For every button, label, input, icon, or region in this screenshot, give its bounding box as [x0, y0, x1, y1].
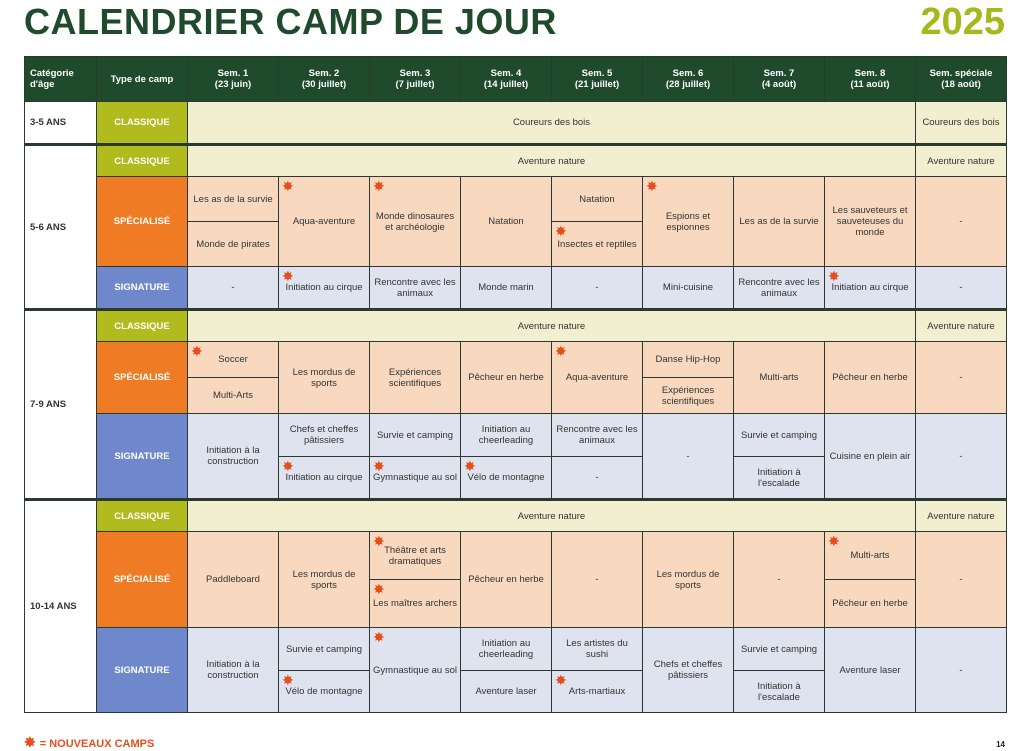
week-date: (7 juillet) — [395, 79, 435, 90]
row-5-6-specialise-a — [25, 177, 1007, 222]
new-camp-star-icon: ✸ — [282, 268, 294, 284]
new-camp-star-icon: ✸ — [373, 458, 385, 474]
camp-name: Aqua-aventure — [292, 216, 356, 227]
camp-cell: Aventure nature — [188, 145, 916, 177]
header-week-2 — [279, 57, 370, 102]
new-camp-star-icon: ✸ — [828, 533, 840, 549]
camp-cell: Les sauveteurs et sauveteuses du monde — [825, 177, 916, 267]
new-camp-star-icon: ✸ — [373, 533, 385, 549]
camp-cell: - — [734, 532, 825, 628]
camp-cell: - — [916, 267, 1007, 310]
type-classique: CLASSIQUE — [97, 310, 188, 342]
camp-cell — [279, 457, 370, 500]
year-label: 2025 — [920, 1, 1005, 43]
camp-cell: Mini-cuisine — [643, 267, 734, 310]
camp-cell — [825, 532, 916, 580]
week-date: (4 août) — [761, 79, 797, 90]
camp-name: Arts-martiaux — [568, 686, 626, 697]
new-camp-star-icon: ✸ — [191, 343, 203, 359]
camp-name: Aqua-aventure — [565, 372, 629, 383]
camp-cell: Les artistes du sushi — [552, 628, 643, 671]
header-week-6 — [643, 57, 734, 102]
camp-cell: - — [916, 628, 1007, 713]
week-date: (21 juillet) — [574, 79, 620, 90]
age-3-5: 3-5 ANS — [25, 102, 97, 145]
type-specialise: SPÉCIALISÉ — [97, 532, 188, 628]
camp-name: Espions et espionnes — [665, 210, 711, 233]
camp-cell — [370, 457, 461, 500]
camp-cell: Rencontre avec les animaux — [734, 267, 825, 310]
camp-cell: - — [916, 177, 1007, 267]
new-camp-star-icon: ✸ — [24, 734, 36, 750]
week-date: (14 juillet) — [483, 79, 529, 90]
camp-cell: Rencontre avec les animaux — [552, 414, 643, 457]
camp-cell: Initiation au cheerleading — [461, 628, 552, 671]
camp-cell: Les as de la survie — [734, 177, 825, 267]
age-5-6: 5-6 ANS — [25, 145, 97, 310]
camp-cell: Rencontre avec les animaux — [370, 267, 461, 310]
new-camp-star-icon: ✸ — [828, 268, 840, 284]
camp-cell: - — [552, 457, 643, 500]
week-name: Sem. 7 — [763, 68, 795, 79]
week-date: (30 juillet) — [301, 79, 347, 90]
new-camp-star-icon: ✸ — [282, 458, 294, 474]
camp-cell: Initiation à la construction — [188, 628, 279, 713]
camp-cell: Initiation à la construction — [188, 414, 279, 500]
camp-cell — [552, 222, 643, 267]
camp-cell: Multi-Arts — [188, 378, 279, 414]
camp-cell: Chefs et cheffes pâtissiers — [643, 628, 734, 713]
header-week-1 — [188, 57, 279, 102]
camp-cell: Survie et camping — [734, 628, 825, 671]
camp-cell: Pêcheur en herbe — [825, 580, 916, 628]
camp-name: Initiation au cirque — [831, 282, 909, 293]
type-specialise: SPÉCIALISÉ — [97, 177, 188, 267]
camp-cell: Aventure nature — [188, 500, 916, 532]
new-camp-star-icon: ✸ — [282, 178, 294, 194]
camp-name: Multi-arts — [850, 550, 890, 561]
camp-cell: Pêcheur en herbe — [461, 342, 552, 414]
camp-cell: - — [188, 267, 279, 310]
camp-cell: - — [916, 532, 1007, 628]
legend-text: = NOUVEAUX CAMPS — [39, 738, 155, 750]
camp-name: Insectes et reptiles — [557, 238, 637, 250]
type-classique: CLASSIQUE — [97, 145, 188, 177]
camp-cell: - — [916, 414, 1007, 500]
camp-cell: Survie et camping — [279, 628, 370, 671]
type-signature: SIGNATURE — [97, 414, 188, 500]
camp-cell: - — [552, 267, 643, 310]
new-camp-star-icon: ✸ — [555, 343, 567, 359]
row-10-14-specialise-a — [25, 532, 1007, 580]
header-week-4 — [461, 57, 552, 102]
camp-cell: Les mordus de sports — [279, 532, 370, 628]
camp-cell — [825, 267, 916, 310]
row-7-9-classique — [25, 310, 1007, 342]
camp-cell: Coureurs des bois — [188, 102, 916, 145]
camp-name: Les maîtres archers — [373, 598, 457, 609]
new-camp-star-icon: ✸ — [646, 178, 658, 194]
camp-cell: Paddleboard — [188, 532, 279, 628]
camp-name: Gymnastique au sol — [373, 664, 457, 676]
new-camp-star-icon: ✸ — [373, 178, 385, 194]
week-date: (18 août) — [941, 79, 981, 90]
camp-cell: Aventure nature — [916, 145, 1007, 177]
page-number: 14 — [996, 740, 1005, 749]
type-classique: CLASSIQUE — [97, 102, 188, 145]
new-camp-star-icon: ✸ — [373, 581, 385, 597]
week-name: Sem. 6 — [672, 68, 704, 79]
camp-cell: Aventure nature — [916, 500, 1007, 532]
age-10-14: 10-14 ANS — [25, 500, 97, 713]
camp-cell — [279, 177, 370, 267]
camp-cell — [279, 671, 370, 713]
camp-cell — [370, 177, 461, 267]
header-week-7 — [734, 57, 825, 102]
camp-cell: Initiation au cheerleading — [461, 414, 552, 457]
header-week-special — [916, 57, 1007, 102]
camp-cell: Initiation à l'escalade — [734, 457, 825, 500]
row-3-5-classique — [25, 102, 1007, 145]
week-name: Sem. 3 — [399, 68, 431, 79]
type-signature: SIGNATURE — [97, 267, 188, 310]
new-camp-star-icon: ✸ — [555, 223, 567, 239]
page-title: CALENDRIER CAMP DE JOUR — [24, 1, 557, 42]
type-classique: CLASSIQUE — [97, 500, 188, 532]
week-date: (11 août) — [850, 79, 890, 90]
week-name: Sem. 1 — [217, 68, 249, 79]
row-7-9-specialise-a — [25, 342, 1007, 378]
camp-cell: Pêcheur en herbe — [825, 342, 916, 414]
row-5-6-signature — [25, 267, 1007, 310]
camp-cell: Cuisine en plein air — [825, 414, 916, 500]
camp-cell: Natation — [552, 177, 643, 222]
camp-cell: Les mordus de sports — [279, 342, 370, 414]
camp-cell — [461, 457, 552, 500]
camp-cell: Les mordus de sports — [643, 532, 734, 628]
camp-cell: Les as de la survie — [188, 177, 279, 222]
type-signature: SIGNATURE — [97, 628, 188, 713]
week-name: Sem. spéciale — [929, 68, 993, 79]
camp-cell: Initiation à l'escalade — [734, 671, 825, 713]
camp-cell — [279, 267, 370, 310]
camp-cell — [552, 342, 643, 414]
week-date: (28 juillet) — [665, 79, 711, 90]
camp-cell: Monde de pirates — [188, 222, 279, 267]
camp-cell — [552, 671, 643, 713]
new-camp-star-icon: ✸ — [464, 458, 476, 474]
header-type: Type de camp — [97, 57, 188, 102]
camp-cell: Monde marin — [461, 267, 552, 310]
camp-cell: Expériences scientifiques — [643, 378, 734, 414]
age-7-9: 7-9 ANS — [25, 310, 97, 500]
camp-cell: Pêcheur en herbe — [461, 532, 552, 628]
new-camp-star-icon: ✸ — [373, 629, 385, 645]
header-week-5 — [552, 57, 643, 102]
camp-cell: Aventure nature — [188, 310, 916, 342]
camp-name: Vélo de montagne — [467, 472, 545, 483]
camp-name: Monde dinosaures et archéologie — [375, 210, 455, 233]
camp-name: Théâtre et arts dramatiques — [384, 544, 446, 567]
camp-cell: - — [916, 342, 1007, 414]
camp-cell: Survie et camping — [734, 414, 825, 457]
camp-cell: Expériences scientifiques — [370, 342, 461, 414]
row-5-6-classique — [25, 145, 1007, 177]
camp-cell: Natation — [461, 177, 552, 267]
camp-cell — [370, 580, 461, 628]
camp-cell — [643, 177, 734, 267]
camp-cell: Survie et camping — [370, 414, 461, 457]
camp-cell: - — [552, 532, 643, 628]
camp-name: Vélo de montagne — [285, 686, 363, 697]
week-name: Sem. 4 — [490, 68, 522, 79]
header-week-3 — [370, 57, 461, 102]
camp-cell: Chefs et cheffes pâtissiers — [279, 414, 370, 457]
row-7-9-signature-a — [25, 414, 1007, 457]
camp-cell: - — [643, 414, 734, 500]
header-row — [25, 57, 1007, 102]
camp-cell — [188, 342, 279, 378]
camp-cell: Aventure laser — [825, 628, 916, 713]
row-10-14-signature-a — [25, 628, 1007, 671]
new-camp-star-icon: ✸ — [282, 672, 294, 688]
new-camp-star-icon: ✸ — [555, 672, 567, 688]
camp-cell: Coureurs des bois — [916, 102, 1007, 145]
camp-calendar-table — [24, 56, 1007, 713]
week-name: Sem. 2 — [308, 68, 340, 79]
camp-cell: Multi-arts — [734, 342, 825, 414]
camp-cell: Danse Hip-Hop — [643, 342, 734, 378]
camp-name: Gymnastique au sol — [373, 472, 457, 483]
legend — [24, 736, 154, 751]
camp-name: Soccer — [218, 354, 248, 365]
camp-cell — [370, 532, 461, 580]
header-week-8 — [825, 57, 916, 102]
camp-name: Initiation au cirque — [285, 282, 363, 293]
week-name: Sem. 5 — [581, 68, 613, 79]
row-10-14-classique — [25, 500, 1007, 532]
camp-cell: Aventure nature — [916, 310, 1007, 342]
camp-cell — [370, 628, 461, 713]
camp-name: Initiation au cirque — [285, 472, 363, 483]
week-name: Sem. 8 — [854, 68, 886, 79]
camp-cell: Aventure laser — [461, 671, 552, 713]
header-category: Catégorie d'âge — [25, 57, 97, 102]
week-date: (23 juin) — [214, 79, 252, 90]
type-specialise: SPÉCIALISÉ — [97, 342, 188, 414]
